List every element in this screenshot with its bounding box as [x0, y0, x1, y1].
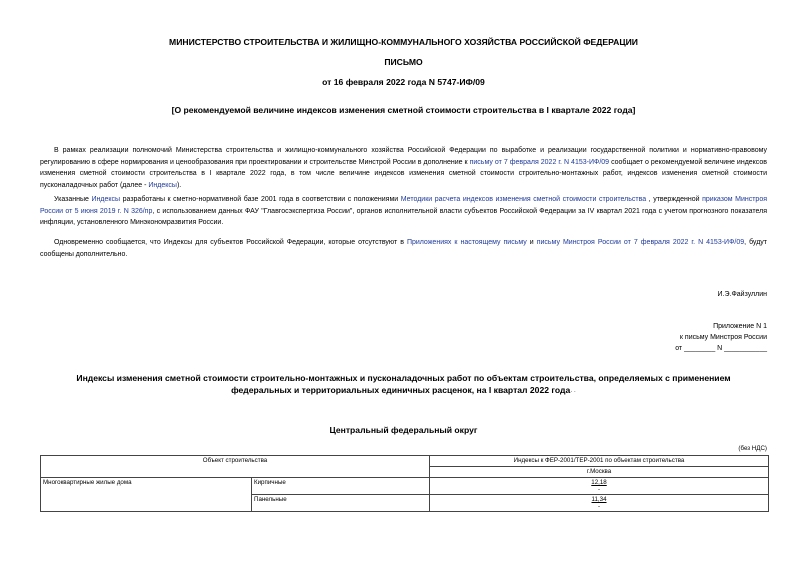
value-cell: [430, 495, 769, 512]
category-cell: Многоквартирные жилые дома: [41, 478, 252, 512]
value: 11,34: [591, 496, 607, 503]
text: сообщает о рекомендуемой величине индексов изменения сметной стоимости строительства в I квартале 2022 года, в том числе величине индексов изменения сметной стоимости строительно-монтажных работ, индексов изменения сметной стоимости пусконаладочных работ (далее -: [40, 158, 768, 189]
doc-type: ПИСЬМО: [384, 57, 423, 67]
link-letter-4153[interactable]: письму от 7 февраля 2022 г. N 4153-ИФ/09: [469, 158, 610, 166]
link-letter-4153-2[interactable]: письму Минстроя России от 7 февраля 2022 г. N 4153-ИФ/09: [536, 239, 745, 246]
link-methodology[interactable]: Методики расчета индексов изменения сметной стоимости строительства: [400, 196, 647, 203]
link-indexes[interactable]: Индексы: [148, 181, 177, 189]
type-cell: Кирпичные: [252, 478, 430, 495]
text: , будут сообщены дополнительно.: [40, 239, 767, 258]
col-index-header: Индексы к ФЕР-2001/ТЕР-2001 по объектам строительства: [430, 456, 769, 467]
dash: -: [597, 503, 601, 510]
index-table: [40, 455, 769, 512]
vat-note: (без НДС): [738, 445, 767, 452]
table-title-marks: · ·: [570, 389, 576, 395]
appendix-number: Приложение N 1: [713, 323, 767, 330]
ministry-heading: МИНИСТЕРСТВО СТРОИТЕЛЬСТВА И ЖИЛИЩНО-КОММУНАЛЬНОГО ХОЗЯЙСТВА РОССИЙСКОЙ ФЕДЕРАЦИИ: [169, 37, 638, 47]
doc-subject: [О рекомендуемой величине индексов изменения сметной стоимости строительства в I квартале 2022 года]: [171, 105, 636, 115]
value-cell: [430, 478, 769, 495]
type-cell: Панельные: [252, 495, 430, 512]
text: ).: [176, 181, 182, 189]
doc-date: от 16 февраля 2022 года N 5747-ИФ/09: [322, 77, 485, 87]
value: 12,18: [591, 479, 607, 486]
text: и: [526, 239, 537, 246]
dash: -: [597, 486, 601, 493]
text: , утвержденной: [646, 196, 703, 203]
region-header: г.Москва: [430, 467, 769, 478]
text: В рамках реализации полномочий Министерства строительства и жилищно-коммунального хозяйства Российской Федерации по выработке и реализации государственной политики и нормативно-правовому регулированию в сфере нормирования и ценообразования при проектировании и строительстве Минстрой России в дополнение к: [40, 147, 767, 166]
paragraph-2: [40, 194, 767, 229]
district-title: Центральный федеральный округ: [329, 425, 478, 435]
table-row: [41, 478, 769, 495]
text: Одновременно сообщается, что Индексы для субъектов Российской Федерации, которые отсутствуют в: [54, 239, 407, 246]
appendix-date-line: от ________ N ___________: [675, 345, 767, 352]
appendix-block: [675, 321, 767, 354]
table-title: [60, 372, 747, 398]
table-title-text: Индексы изменения сметной стоимости строительно-монтажных и пусконаладочных работ по объектам строительства, определяемых с применением федеральных и территориальных единичных расценок, на I квартал 2022 года: [76, 373, 731, 395]
text: Указанные: [54, 196, 92, 203]
link-order-326[interactable]: приказом Минстроя России от 5 июня 2019 г. N 326/пр: [40, 196, 768, 215]
link-appendices[interactable]: Приложениях к настоящему письму: [406, 239, 527, 246]
text: , с использованием данных ФАУ "Главгосэкспертиза России", органов исполнительной власти субъектов Российской Федерации за IV квартал 2021 года с учетом прогнозного показателя инфляции, установленного Минэкономразвития России.: [40, 207, 767, 226]
col-object-header: Объект строительства: [41, 456, 430, 478]
link-indexes-2[interactable]: Индексы: [91, 196, 121, 203]
text: разработаны к сметно-нормативной базе 2001 года в соответствии с положениями: [120, 196, 401, 203]
paragraph-3: [40, 237, 767, 260]
signature: И.Э.Файзуллин: [717, 291, 767, 298]
paragraph-1: [40, 145, 767, 191]
appendix-ref: к письму Минстроя России: [679, 334, 767, 341]
